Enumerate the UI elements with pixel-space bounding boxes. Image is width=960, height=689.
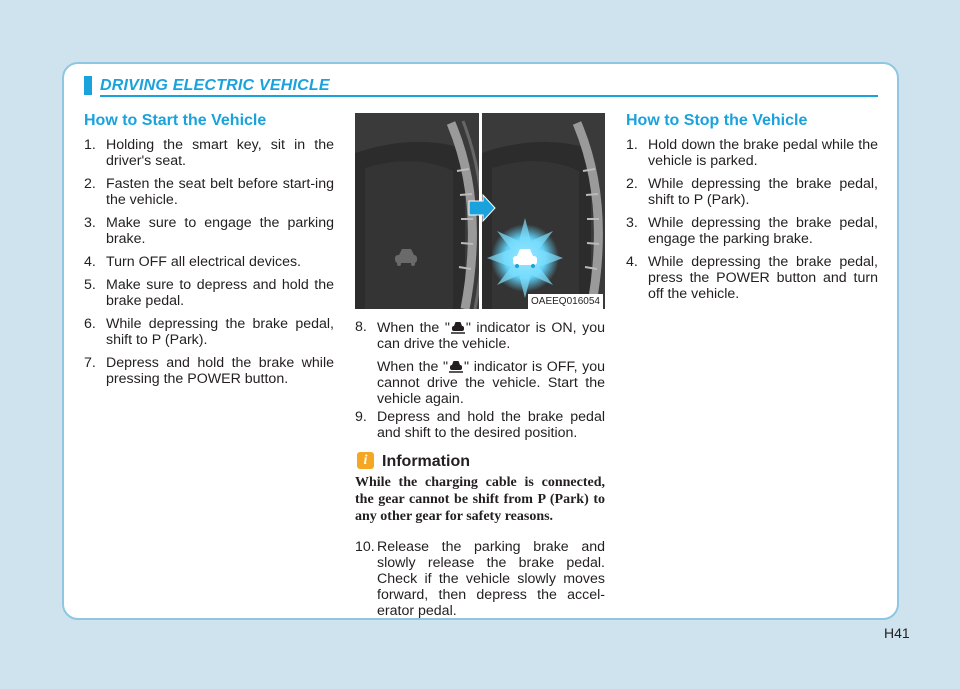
step-text: Depress and hold the brake while pressing the POWER button.: [106, 355, 334, 387]
step-number: 5.: [84, 277, 96, 293]
step-text: Hold down the brake pedal while the vehicle is parked.: [648, 137, 878, 169]
step-number: 1.: [626, 137, 638, 153]
list-item: [626, 215, 878, 247]
list-item: [84, 137, 334, 169]
start-steps: [84, 137, 334, 394]
section-title: DRIVING ELECTRIC VEHICLE: [100, 77, 330, 94]
step-10-text: Release the parking brake and slowly release the brake pedal. Check if the vehicle slowly moves forward, then depress the accel-erator pedal.: [377, 539, 605, 619]
step-number: 4.: [84, 254, 96, 270]
start-heading: How to Start the Vehicle: [84, 112, 267, 129]
step-text: Turn OFF all electrical devices.: [106, 254, 302, 270]
step-8-text-a-post: " indicator is ON, you can drive the vehicle.: [377, 320, 605, 352]
list-item: [84, 277, 334, 309]
step-number: 9.: [355, 409, 367, 425]
step-9-text: Depress and hold the brake pedal and shift to the desired position.: [377, 409, 605, 441]
cluster-drawing: [355, 113, 605, 309]
stop-steps: [626, 137, 878, 309]
car-ready-icon: [448, 358, 464, 374]
section-marker: [84, 76, 92, 95]
list-item: [84, 215, 334, 247]
step-8: [355, 319, 605, 407]
page-number: H41: [884, 625, 910, 641]
list-item: [84, 316, 334, 348]
step-number: 7.: [84, 355, 96, 371]
step-8-text-a-pre: When the ": [377, 320, 450, 336]
step-number: 6.: [84, 316, 96, 332]
step-text: While depressing the brake pedal, engage the parking brake.: [648, 215, 878, 247]
step-number: 3.: [84, 215, 96, 231]
list-item: [84, 254, 334, 270]
stop-heading: How to Stop the Vehicle: [626, 112, 808, 129]
list-item: [84, 176, 334, 208]
info-body: While the charging cable is connected, the gear cannot be shift from P (Park) to any other gear for safety reasons.: [355, 475, 605, 524]
list-item: [626, 176, 878, 208]
step-text: While depressing the brake pedal, shift to P (Park).: [106, 316, 334, 348]
info-title: Information: [382, 453, 470, 470]
step-8-text-b-post: " indicator is OFF, you cannot drive the vehicle. Start the vehicle again.: [377, 359, 605, 407]
figure-caption: OAEEQ016054: [528, 294, 603, 309]
list-item: [84, 355, 334, 387]
step-number: 3.: [626, 215, 638, 231]
step-text: While depressing the brake pedal, press the POWER button and turn off the vehicle.: [648, 254, 878, 302]
car-ready-icon: [450, 319, 466, 335]
list-item: [626, 254, 878, 302]
step-text: Make sure to engage the parking brake.: [106, 215, 334, 247]
step-text: Fasten the seat belt before start-ing the vehicle.: [106, 176, 334, 208]
step-number: 2.: [84, 176, 96, 192]
step-text: While depressing the brake pedal, shift to P (Park).: [648, 176, 878, 208]
step-number: 2.: [626, 176, 638, 192]
list-item: [626, 137, 878, 169]
step-number: 4.: [626, 254, 638, 270]
step-9: [355, 409, 605, 441]
step-number: 1.: [84, 137, 96, 153]
step-number: 8.: [355, 319, 367, 335]
step-number: 10.: [355, 539, 375, 555]
step-10: [355, 539, 605, 619]
step-8-text-b-pre: When the ": [377, 359, 449, 375]
step-text: Make sure to depress and hold the brake pedal.: [106, 277, 334, 309]
step-text: Holding the smart key, sit in the driver's seat.: [106, 137, 334, 169]
info-icon: i: [357, 452, 374, 469]
cluster-illustration: [355, 113, 605, 309]
section-rule: [100, 95, 878, 97]
